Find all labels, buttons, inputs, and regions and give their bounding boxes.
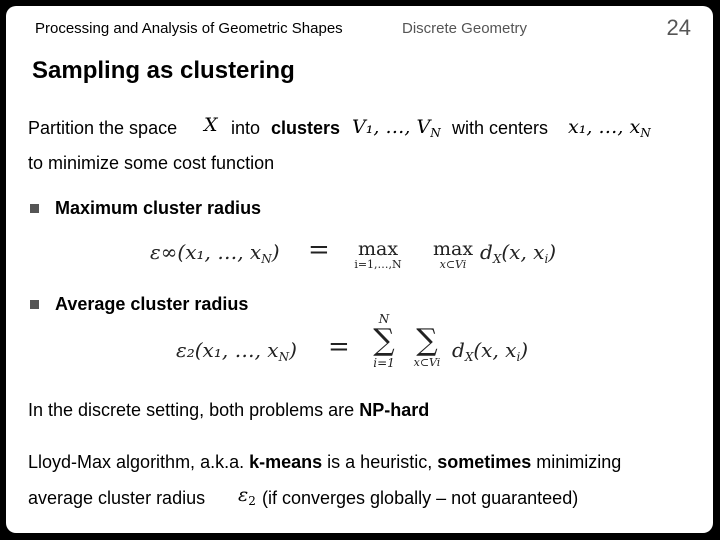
space-symbol: X — [204, 114, 218, 136]
bullet-square-icon — [30, 204, 39, 213]
bullet-square-icon — [30, 300, 39, 309]
nphard-text: In the discrete setting, both problems are NP-hard — [28, 400, 430, 420]
intro-text-1: Partition the space — [28, 118, 178, 138]
header-section-title: Discrete Geometry — [402, 20, 528, 37]
bullet-label-avg: Average cluster radius — [55, 294, 249, 314]
page-number: 24 — [666, 15, 691, 40]
lloyd-line-2: average cluster radius — [28, 488, 206, 508]
centers-math: x₁, …, $x_N$ — [568, 116, 651, 140]
lloyd-line-1: Lloyd-Max algorithm, a.k.a. k-means is a heuristic, sometimes minimizing — [28, 452, 622, 472]
slide: Processing and Analysis of Geometric Shapes Discrete Geometry 24 Sampling as clustering Partition the space X into clusters V₁, …, $V_N$ with centers x₁, …, $x_N$ to minimize some cost function Maximum cluster radius ε∞(x₁, …, $x_N$) = max i=1,…,N max x⊂Vi $d_X(x$, $x_i$) Average cluster radius ε₂(x₁, …, $x_N$) = N ∑ i=1 ∑ x⊂Vi $d_X(x$, $x_i$) In the discrete setting, both problems are NP-hard Lloyd-Max algorithm, a.k.a. k-means is a heuristic, sometimes minimizing average cluster radius $\varepsilon_2$ (if converges globally – not guaranteed) — [6, 6, 713, 533]
intro-clusters-word: clusters — [271, 118, 341, 138]
lloyd-line-2-end: (if converges globally – not guaranteed) — [262, 488, 579, 508]
header-course-title: Processing and Analysis of Geometric Shapes — [35, 20, 343, 37]
slide-title: Sampling as clustering — [32, 57, 295, 84]
intro-text-into: into — [231, 118, 261, 138]
clusters-math: V₁, …, $V_N$ — [352, 116, 441, 140]
intro-text-2: to minimize some cost function — [28, 153, 275, 173]
intro-text-centers: with centers — [452, 118, 549, 138]
bullet-label-max: Maximum cluster radius — [55, 198, 262, 218]
epsilon-2-symbol: $\varepsilon_2$ — [238, 484, 256, 508]
